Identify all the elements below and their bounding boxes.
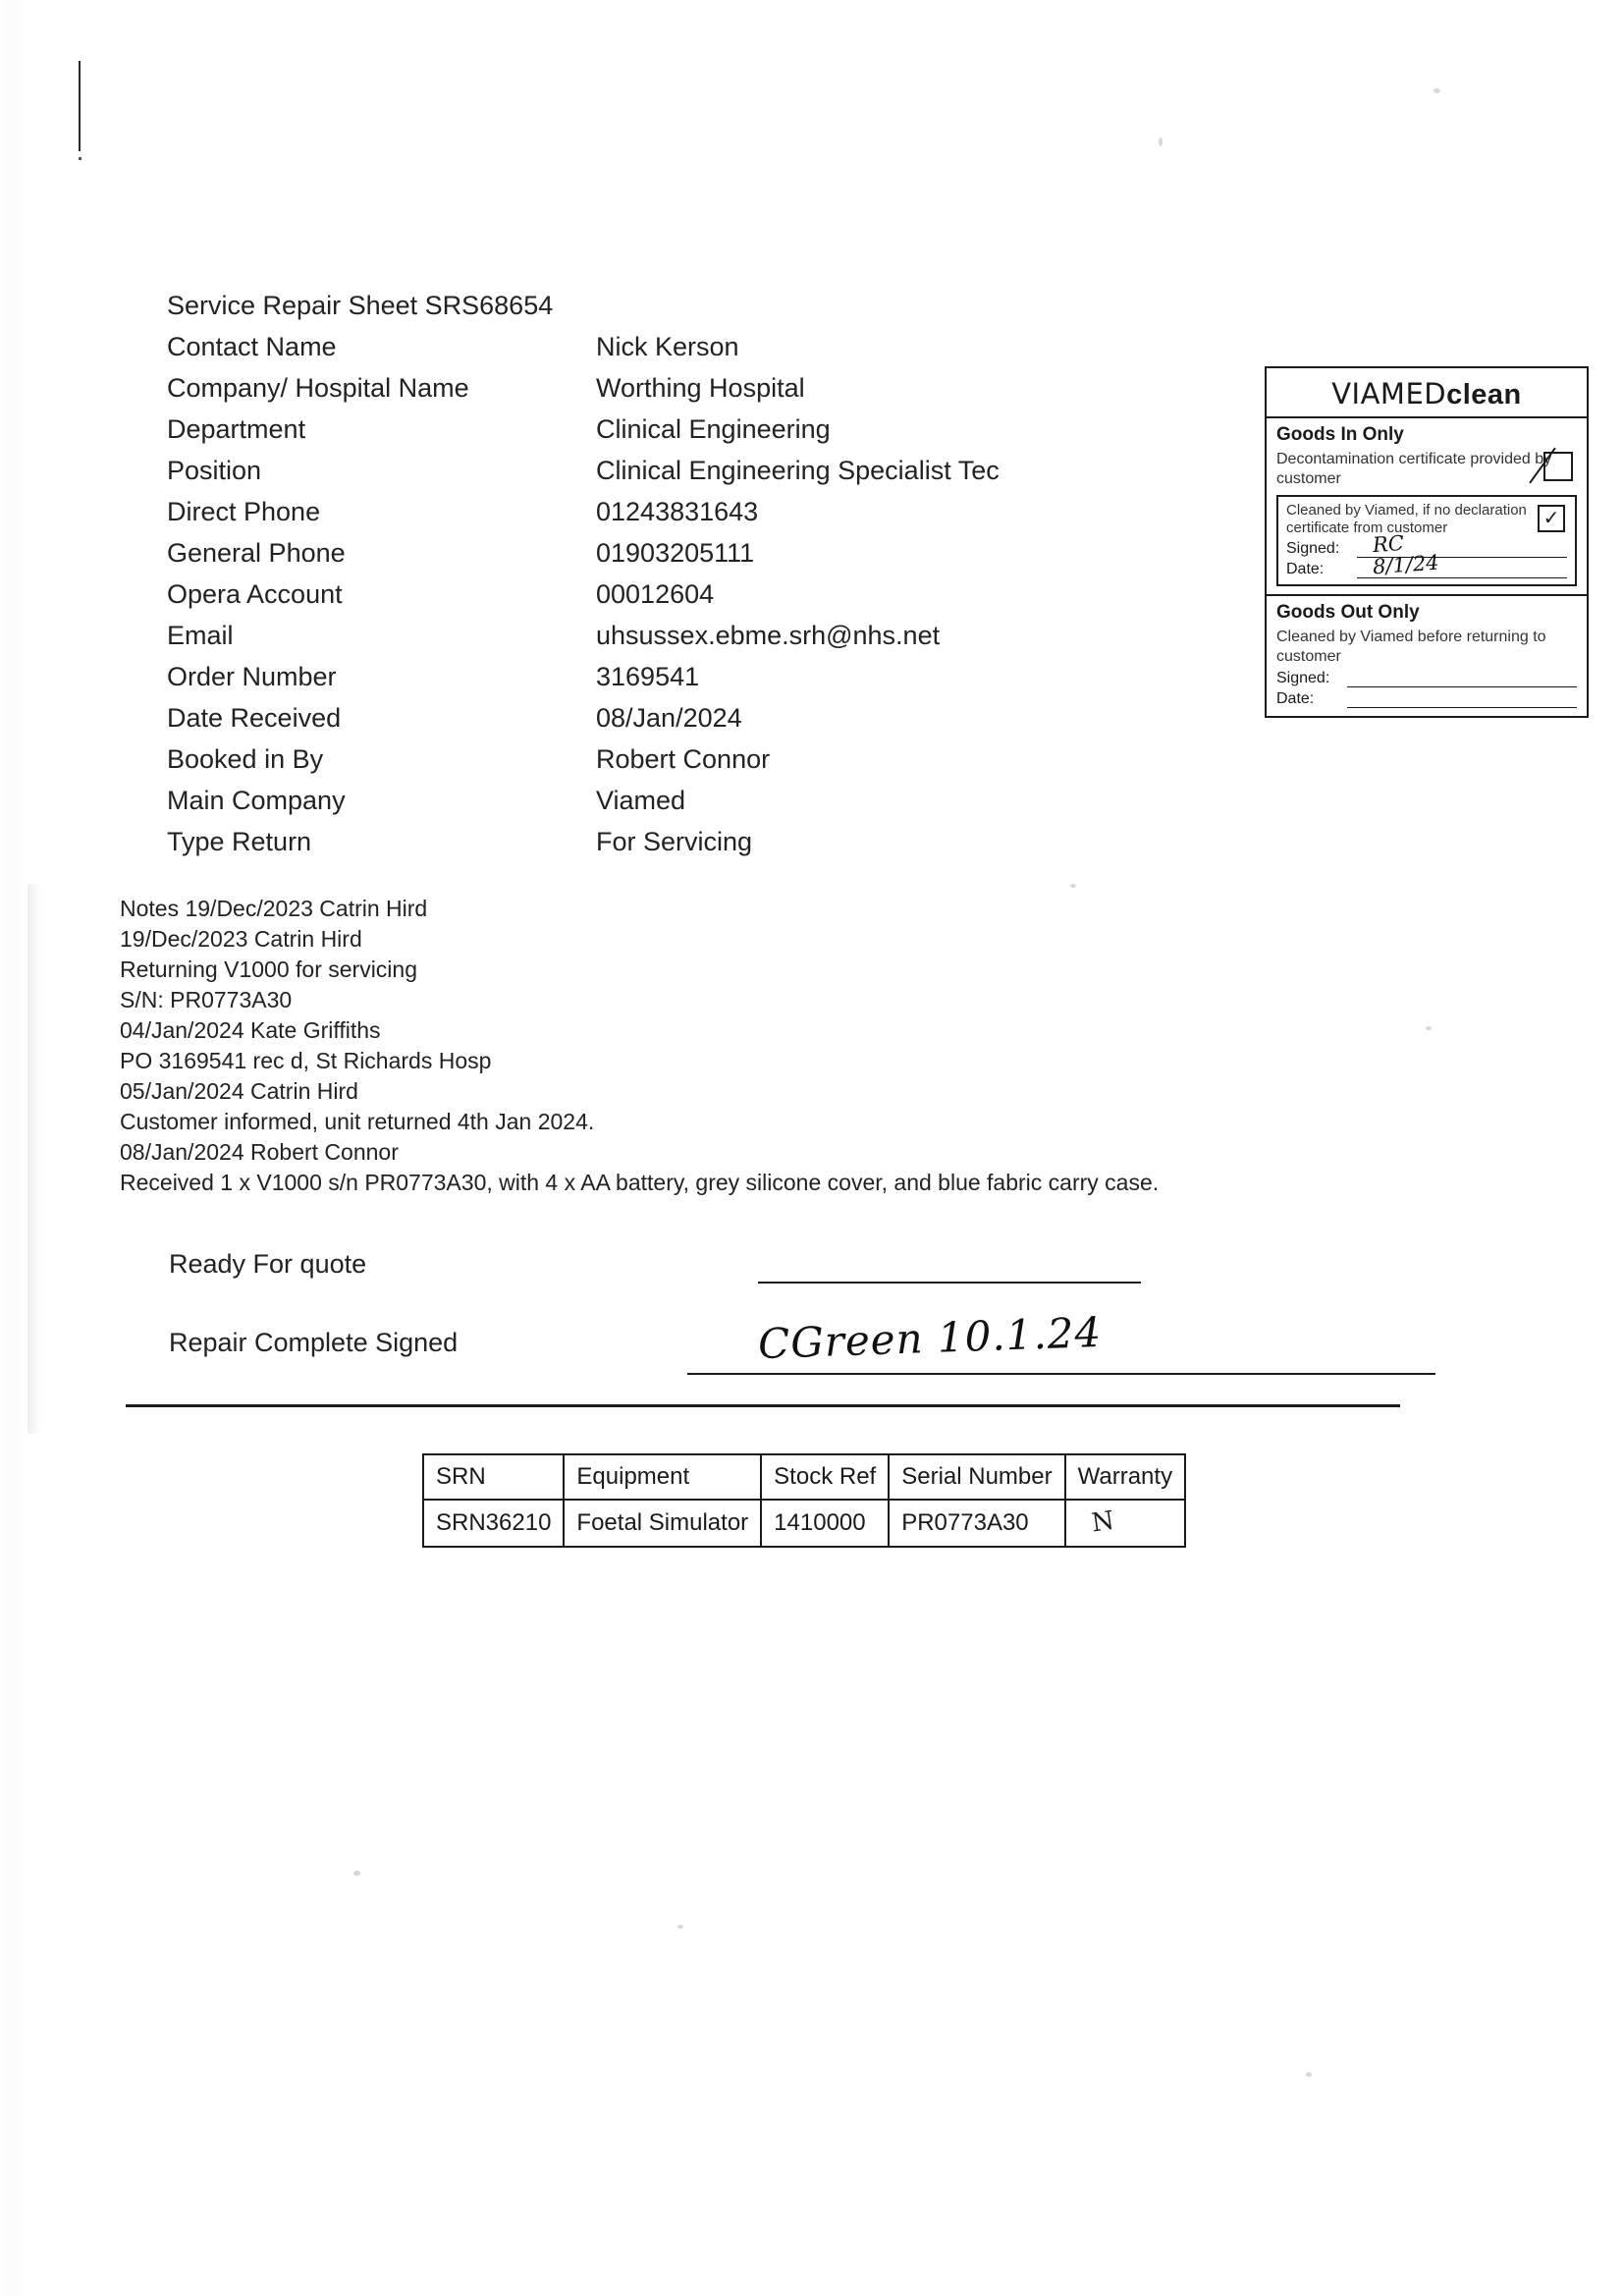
cell-equipment: Foetal Simulator [564, 1500, 761, 1547]
note-line: S/N: PR0773A30 [120, 987, 293, 1012]
repair-complete-signature: CGreen 10.1.24 [757, 1307, 1103, 1369]
column-header-warranty: Warranty [1065, 1454, 1185, 1500]
scan-edge-artifact [0, 0, 26, 2296]
document-title: Service Repair Sheet SRS68654 [167, 291, 554, 320]
note-line: PO 3169541 rec d, St Richards Hosp [120, 1048, 492, 1073]
field-row-direct-phone [167, 491, 1000, 532]
scan-speck [1434, 88, 1440, 93]
cell-stock-ref: 1410000 [761, 1500, 889, 1547]
column-header-equipment: Equipment [564, 1454, 761, 1500]
scan-speck [353, 1871, 360, 1876]
goods-out-signed-line [1276, 670, 1577, 687]
field-label: Company/ Hospital Name [167, 373, 469, 403]
goods-in-signed-label: Signed: [1286, 540, 1340, 557]
scan-speck [1070, 884, 1076, 888]
field-value: For Servicing [596, 827, 753, 856]
note-line: 08/Jan/2024 Robert Connor [120, 1139, 399, 1165]
field-value: Viamed [596, 786, 686, 815]
note-line: 04/Jan/2024 Kate Griffiths [120, 1017, 381, 1043]
note-line: Returning V1000 for servicing [120, 957, 417, 982]
repair-complete-line[interactable] [687, 1373, 1435, 1375]
stamp-brand-clean: clean [1446, 379, 1522, 410]
scan-mark-dot [79, 157, 81, 160]
column-header-serial-number: Serial Number [889, 1454, 1064, 1500]
field-value: Robert Connor [596, 744, 771, 774]
field-label: Type Return [167, 827, 312, 856]
column-header-srn: SRN [423, 1454, 564, 1500]
cell-srn: SRN36210 [423, 1500, 564, 1547]
note-line: 19/Dec/2023 Catrin Hird [120, 926, 362, 952]
field-row-opera-account [167, 574, 1000, 615]
field-label: Department [167, 414, 306, 444]
goods-in-date-rule[interactable] [1357, 550, 1567, 579]
notes-block [120, 894, 1159, 1198]
field-value: 01903205111 [596, 538, 755, 568]
field-label: Direct Phone [167, 497, 321, 526]
field-label: General Phone [167, 538, 346, 568]
goods-out-date-line [1276, 690, 1577, 708]
field-value: 3169541 [596, 662, 700, 691]
field-row-booked-in-by [167, 738, 1000, 780]
stamp-goods-out-section [1267, 594, 1587, 716]
goods-in-date-handwriting: 8/1/24 [1372, 550, 1440, 579]
goods-out-date-rule[interactable] [1347, 690, 1577, 708]
service-repair-fields [167, 285, 1000, 862]
goods-in-date-line [1286, 550, 1567, 579]
stamp-brand [1267, 368, 1587, 416]
field-label: Email [167, 621, 234, 650]
field-label: Order Number [167, 662, 337, 691]
goods-in-text: Decontamination certificate provided by customer [1276, 451, 1552, 487]
goods-out-heading: Goods Out Only [1276, 602, 1420, 623]
field-value: uhsussex.ebme.srh@nhs.net [596, 621, 941, 650]
stamp-brand-viamed: VIAMED [1331, 377, 1447, 410]
field-value: Worthing Hospital [596, 373, 805, 403]
table-header-row [423, 1454, 1185, 1500]
goods-out-signed-label: Signed: [1276, 670, 1330, 686]
field-row-type-return [167, 821, 1000, 862]
goods-in-date-label: Date: [1286, 561, 1325, 577]
note-line: Notes 19/Dec/2023 Catrin Hird [120, 896, 428, 921]
column-header-stock-ref: Stock Ref [761, 1454, 889, 1500]
field-row-position [167, 450, 1000, 491]
field-row-date-received [167, 697, 1000, 738]
repair-complete-label: Repair Complete Signed [169, 1328, 459, 1357]
goods-out-text: Cleaned by Viamed before returning to customer [1276, 629, 1546, 665]
goods-in-signed-handwriting: RC [1372, 530, 1405, 558]
scan-speck [677, 1925, 683, 1929]
field-label: Opera Account [167, 579, 343, 609]
table-row [423, 1500, 1185, 1547]
note-line: 05/Jan/2024 Catrin Hird [120, 1078, 358, 1104]
field-value: 00012604 [596, 579, 715, 609]
scan-shadow-band [27, 884, 41, 1434]
goods-in-tick-checkbox[interactable]: ✓ [1538, 505, 1565, 532]
field-row-general-phone [167, 532, 1000, 574]
viamed-clean-stamp [1265, 366, 1589, 718]
field-label: Contact Name [167, 332, 337, 361]
field-value: 01243831643 [596, 497, 759, 526]
note-line: Received 1 x V1000 s/n PR0773A30, with 4 x AA battery, grey silicone cover, and blue fabric carry case. [120, 1170, 1160, 1195]
field-value: Nick Kerson [596, 332, 739, 361]
goods-in-cleaned-by-viamed-block [1276, 495, 1577, 586]
field-label: Main Company [167, 786, 346, 815]
goods-in-heading: Goods In Only [1276, 424, 1404, 445]
field-label: Date Received [167, 703, 342, 733]
equipment-table [422, 1453, 1186, 1548]
field-row-title [167, 285, 1000, 326]
warranty-handwritten-mark: N [1089, 1505, 1116, 1539]
ready-for-quote-label: Ready For quote [169, 1249, 367, 1279]
note-line: Customer informed, unit returned 4th Jan 2024. [120, 1109, 595, 1134]
stamp-goods-in-section [1267, 416, 1587, 594]
field-label: Booked in By [167, 744, 324, 774]
field-row-department [167, 409, 1000, 450]
scan-speck [1426, 1026, 1432, 1030]
goods-in-inner-text: Cleaned by Viamed, if no declaration certificate from customer [1286, 502, 1527, 536]
goods-out-signed-rule[interactable] [1347, 670, 1577, 687]
field-value: Clinical Engineering Specialist Tec [596, 456, 1000, 485]
field-value: 08/Jan/2024 [596, 703, 742, 733]
cell-serial-number: PR0773A30 [889, 1500, 1064, 1547]
field-row-order-number [167, 656, 1000, 697]
field-row-company-hospital-name [167, 367, 1000, 409]
scan-mark [79, 61, 81, 151]
field-row-email [167, 615, 1000, 656]
scan-speck [1306, 2072, 1312, 2077]
goods-out-date-label: Date: [1276, 690, 1315, 707]
field-label: Position [167, 456, 262, 485]
section-divider [126, 1404, 1400, 1407]
scan-speck [1159, 137, 1163, 146]
field-row-contact-name [167, 326, 1000, 367]
ready-for-quote-line[interactable] [758, 1282, 1141, 1284]
cell-warranty [1065, 1500, 1185, 1547]
field-row-main-company [167, 780, 1000, 821]
field-value: Clinical Engineering [596, 414, 831, 444]
